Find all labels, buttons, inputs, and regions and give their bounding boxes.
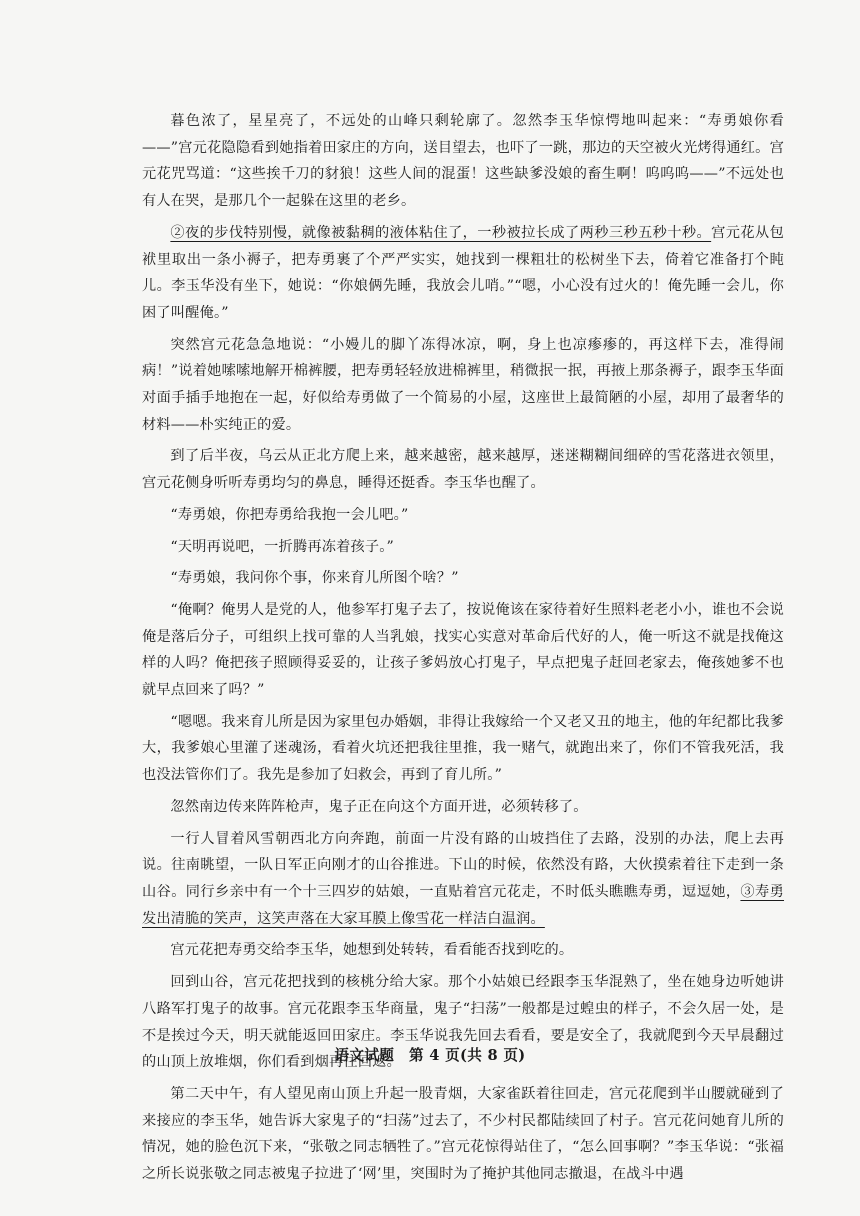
paragraph-text: 回到山谷，宫元花把找到的核桃分给大家。那个小姑娘已经跟李玉华混熟了，坐在她身边听她讲八路军打鬼子的故事。宫元花跟李玉华商量，鬼子“扫荡”一般都是过蝗虫的样子，不会久居一处，是不是挨过今天，明天就能返回田家庄。李玉华说我先回去看看，要是安全了，我就爬到今天早晨翻过的山顶上放堆烟，你们看到烟再往回返。 — [142, 974, 784, 1071]
paragraph — [142, 534, 784, 561]
paragraph — [142, 709, 784, 789]
paragraph-text: “俺啊？俺男人是党的人，他参军打鬼子去了，按说俺该在家待着好生照料老老小小，谁也不会说俺是落后分子，可组织上找可靠的人当乳娘，找实心实意对革命后代好的人，俺一听这不就是找俺这样的人吗？俺把孩子照顾得妥妥的，让孩子爹妈放心打鬼子，早点把鬼子赶回老家去，俺孩她爹不也就早点回来了吗？” — [142, 601, 784, 699]
paragraph — [142, 826, 784, 933]
underlined-sentence: ③寿勇发出清脆的笑声，这笑声落在大家耳膜上像雪花一样洁白温润。 — [142, 883, 785, 927]
paragraph — [142, 794, 784, 821]
paragraph-text: 一行人冒着风雪朝西北方向奔跑，前面一片没有路的山坡挡住了去路，没别的办法，爬上去再说。往南眺望，一队日军正向刚才的山谷推进。下山的时候，依然没有路，大伙摸索着往下走到一条山谷。同行乡亲中有一个十三四岁的姑娘，一直贴着宫元花走，不时低头瞧瞧寿勇，逗逗她， — [142, 830, 784, 900]
paragraph — [142, 565, 784, 592]
paragraph-text: “嗯嗯。我来育儿所是因为家里包办婚姻，非得让我嫁给一个又老又丑的地主，他的年纪都比我爹大，我爹娘心里灌了迷魂汤，看着火坑还把我往里推，我一赌气，就跑出来了，你们不管我死活，我也没法管你们了。我先是参加了妇救会，再到了育儿所。” — [142, 713, 784, 784]
underlined-sentence: ②夜的步伐特别慢，就像被黏稠的液体粘住了，一秒被拉长成了两秒三秒五秒十秒。 — [170, 224, 712, 241]
paragraph-text: 宫元花把寿勇交给李玉华，她想到处转转，看看能否找到吃的。 — [170, 942, 574, 959]
paragraph — [142, 443, 784, 496]
paragraph-text: 暮色浓了，星星亮了，不远处的山峰只剩轮廓了。忽然李玉华惊愕地叫起来：“寿勇娘你看——”宫元花隐隐看到她指着田家庄的方向，送目望去，也吓了一跳，那边的天空被火光烤得通红。宫元花咒骂道：“这些挨千刀的豺狼！这些人间的混蛋！这些缺爹没娘的畜生啊！呜呜呜——”不远处也有人在哭，是那几个一起躲在这里的老乡。 — [142, 113, 784, 210]
paragraph — [142, 1081, 784, 1188]
paragraph-text: 宫元花从包袱里取出一条小褥子，把寿勇裹了个严严实实，她找到一棵粗壮的松树坐下去，倚着它准备打个盹儿。李玉华没有坐下，她说：“你娘俩先睡，我放会儿哨。”“嗯，小心没有过火的！俺先睡一会儿，你困了叫醒俺。” — [142, 224, 784, 321]
paragraph-text: 到了后半夜，乌云从正北方爬上来，越来越密，越来越厚，迷迷糊糊间细碎的雪花落进衣领里，宫元花侧身听听寿勇均匀的鼻息，睡得还挺香。李玉华也醒了。 — [142, 448, 784, 492]
page-footer: 语文试题 第 4 页(共 8 页) — [334, 1047, 526, 1064]
paragraph-text: 第二天中午，有人望见南山顶上升起一股青烟，大家雀跃着往回走，宫元花爬到半山腰就碰到了来接应的李玉华，她告诉大家鬼子的“扫荡”过去了，不少村民都陆续回了村子。宫元花问她育儿所的情况，她的脸色沉下来，“张敬之同志牺牲了。”宫元花惊得站住了，“怎么回事啊？”李玉华说：“张福之所长说张敬之同志被鬼子拉进了‘网’里，突围时为了掩护其他同志撤退，在战斗中遇 — [142, 1085, 784, 1183]
paragraph-text: “寿勇娘，你把寿勇给我抱一会儿吧。” — [170, 506, 409, 523]
article-body — [142, 108, 784, 1188]
paragraph — [142, 108, 784, 215]
paragraph-text: 突然宫元花急急地说：“小嫚儿的脚丫冻得冰凉，啊，身上也凉瘆瘆的，再这样下去，准得闹病！”说着她嗦嗦地解开棉裤腰，把寿勇轻轻放进棉裤里，稍微抿一抿，再掖上那条褥子，跟李玉华面对面手插手地抱在一起，好似给寿勇做了一个简易的小屋，这座世上最简陋的小屋，却用了最奢华的材料——朴实纯正的爱。 — [142, 336, 784, 433]
paragraph-text: “寿勇娘，我问你个事，你来育儿所图个啥？” — [170, 570, 459, 587]
paragraph — [142, 597, 784, 704]
paragraph — [142, 332, 784, 439]
paragraph-text: 忽然南边传来阵阵枪声，鬼子正在向这个方面开进，必须转移了。 — [170, 798, 588, 815]
paragraph — [142, 937, 784, 964]
paragraph — [142, 502, 784, 529]
paragraph — [142, 220, 784, 327]
paragraph-text: “天明再说吧，一折腾再冻着孩子。” — [170, 538, 395, 555]
